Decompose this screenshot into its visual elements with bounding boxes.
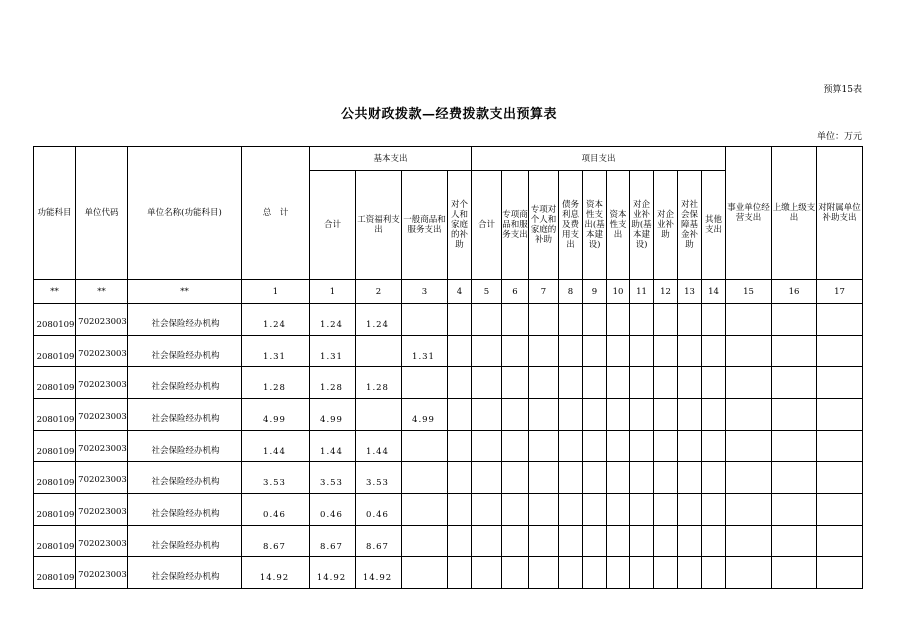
empty-cell	[654, 525, 678, 557]
empty-cell	[678, 462, 702, 494]
empty-cell	[702, 462, 726, 494]
func-code-cell: 2080109	[34, 367, 76, 399]
budget-table	[33, 146, 863, 589]
empty-cell	[607, 557, 630, 589]
empty-cell	[702, 367, 726, 399]
basic-total-cell: 1.28	[310, 367, 356, 399]
empty-cell	[817, 367, 863, 399]
header-project-goods: 专项商品和服务支出	[502, 171, 529, 280]
empty-cell	[502, 462, 529, 494]
empty-cell	[702, 525, 726, 557]
col-number: 13	[678, 280, 702, 304]
salary-cell: 8.67	[356, 525, 402, 557]
header-project-group: 项目支出	[472, 147, 726, 171]
empty-cell	[678, 304, 702, 336]
func-code-cell: 2080109	[34, 557, 76, 589]
header-upper-remit: 上缴上级支出	[772, 147, 817, 280]
empty-cell	[607, 367, 630, 399]
empty-cell	[702, 493, 726, 525]
table-row	[34, 430, 863, 462]
col-number: 11	[630, 280, 654, 304]
unit-label: 单位：万元	[816, 132, 862, 142]
column-number-row	[34, 280, 863, 304]
empty-cell	[726, 462, 772, 494]
salary-cell: 14.92	[356, 557, 402, 589]
col-number: 8	[559, 280, 583, 304]
unit-code-cell: 702023003	[76, 430, 128, 462]
empty-cell	[502, 398, 529, 430]
empty-cell	[502, 557, 529, 589]
col-number: 7	[529, 280, 559, 304]
empty-cell	[583, 304, 607, 336]
empty-cell	[472, 462, 502, 494]
empty-cell	[559, 493, 583, 525]
empty-cell	[502, 493, 529, 525]
unit-code-cell: 702023003	[76, 367, 128, 399]
header-basic-goods: 一般商品和服务支出	[402, 171, 448, 280]
empty-cell	[529, 525, 559, 557]
salary-cell: 1.28	[356, 367, 402, 399]
empty-cell	[772, 493, 817, 525]
empty-cell	[702, 430, 726, 462]
empty-cell	[472, 398, 502, 430]
empty-cell	[607, 493, 630, 525]
func-code-cell: 2080109	[34, 525, 76, 557]
empty-cell	[726, 525, 772, 557]
empty-cell	[702, 335, 726, 367]
empty-cell	[702, 557, 726, 589]
salary-cell: 0.46	[356, 493, 402, 525]
unit-code-cell: 702023003	[76, 335, 128, 367]
table-row	[34, 304, 863, 336]
table-body	[34, 304, 863, 589]
empty-cell	[772, 304, 817, 336]
empty-cell	[678, 335, 702, 367]
unit-name-cell: 社会保险经办机构	[128, 462, 242, 494]
empty-cell	[472, 557, 502, 589]
empty-cell	[448, 493, 472, 525]
empty-cell	[726, 335, 772, 367]
empty-cell	[817, 493, 863, 525]
empty-cell	[678, 430, 702, 462]
basic-total-cell: 1.31	[310, 335, 356, 367]
basic-total-cell: 0.46	[310, 493, 356, 525]
goods-cell	[402, 493, 448, 525]
col-number: 12	[654, 280, 678, 304]
empty-cell	[529, 557, 559, 589]
empty-cell	[607, 304, 630, 336]
empty-cell	[630, 430, 654, 462]
col-number: 9	[583, 280, 607, 304]
header-basic-group: 基本支出	[310, 147, 472, 171]
empty-cell	[654, 367, 678, 399]
unit-code-cell: 702023003	[76, 493, 128, 525]
empty-cell	[772, 430, 817, 462]
empty-cell	[772, 462, 817, 494]
empty-cell	[502, 367, 529, 399]
empty-cell	[607, 430, 630, 462]
col-number: 16	[772, 280, 817, 304]
empty-cell	[654, 304, 678, 336]
unit-code-cell: 702023003	[76, 525, 128, 557]
total-cell: 1.24	[242, 304, 310, 336]
basic-total-cell: 4.99	[310, 398, 356, 430]
basic-total-cell: 1.44	[310, 430, 356, 462]
header-project-social-fund: 对社会保障基金补助	[678, 171, 702, 280]
empty-cell	[607, 462, 630, 494]
empty-cell	[448, 335, 472, 367]
empty-cell	[630, 525, 654, 557]
empty-cell	[678, 525, 702, 557]
goods-cell	[402, 557, 448, 589]
empty-cell	[817, 462, 863, 494]
func-code-cell: 2080109	[34, 462, 76, 494]
empty-cell	[772, 335, 817, 367]
total-cell: 14.92	[242, 557, 310, 589]
header-unit-code: 单位代码	[76, 147, 128, 280]
unit-name-cell: 社会保险经办机构	[128, 367, 242, 399]
empty-cell	[502, 525, 529, 557]
header-unit-name: 单位名称(功能科目)	[128, 147, 242, 280]
empty-cell	[630, 304, 654, 336]
salary-cell	[356, 398, 402, 430]
header-project-personal: 专项对个人和家庭的补助	[529, 171, 559, 280]
empty-cell	[448, 557, 472, 589]
unit-code-cell: 702023003	[76, 462, 128, 494]
empty-cell	[817, 398, 863, 430]
page-title: 公共财政拨款—经费拨款支出预算表	[340, 107, 557, 122]
salary-cell: 1.24	[356, 304, 402, 336]
empty-cell	[630, 493, 654, 525]
total-cell: 1.31	[242, 335, 310, 367]
empty-cell	[559, 525, 583, 557]
empty-cell	[448, 430, 472, 462]
unit-name-cell: 社会保险经办机构	[128, 430, 242, 462]
header-project-capital-basic: 资本性支出(基本建设)	[583, 171, 607, 280]
unit-code-cell: 702023003	[76, 557, 128, 589]
empty-cell	[630, 335, 654, 367]
empty-cell	[772, 367, 817, 399]
empty-cell	[630, 398, 654, 430]
table-row	[34, 367, 863, 399]
total-cell: 3.53	[242, 462, 310, 494]
goods-cell	[402, 430, 448, 462]
table-row	[34, 493, 863, 525]
header-project-total: 合计	[472, 171, 502, 280]
unit-name-cell: 社会保险经办机构	[128, 525, 242, 557]
col-number: 15	[726, 280, 772, 304]
empty-cell	[817, 430, 863, 462]
col-number: **	[76, 280, 128, 304]
empty-cell	[472, 493, 502, 525]
empty-cell	[559, 557, 583, 589]
empty-cell	[702, 398, 726, 430]
total-cell: 8.67	[242, 525, 310, 557]
unit-name-cell: 社会保险经办机构	[128, 304, 242, 336]
goods-cell: 4.99	[402, 398, 448, 430]
empty-cell	[502, 335, 529, 367]
empty-cell	[448, 398, 472, 430]
header-ops-expense: 事业单位经营支出	[726, 147, 772, 280]
table-row	[34, 335, 863, 367]
basic-total-cell: 8.67	[310, 525, 356, 557]
empty-cell	[559, 367, 583, 399]
empty-cell	[472, 304, 502, 336]
empty-cell	[678, 398, 702, 430]
total-cell: 1.28	[242, 367, 310, 399]
empty-cell	[630, 367, 654, 399]
empty-cell	[654, 335, 678, 367]
empty-cell	[726, 398, 772, 430]
empty-cell	[559, 462, 583, 494]
table-row	[34, 557, 863, 589]
empty-cell	[772, 398, 817, 430]
empty-cell	[559, 304, 583, 336]
col-number: 3	[402, 280, 448, 304]
form-label: 预算15表	[823, 85, 862, 95]
goods-cell	[402, 304, 448, 336]
empty-cell	[772, 557, 817, 589]
empty-cell	[502, 304, 529, 336]
empty-cell	[607, 398, 630, 430]
empty-cell	[529, 335, 559, 367]
salary-cell: 1.44	[356, 430, 402, 462]
header-basic-personal: 对个人和家庭的补助	[448, 171, 472, 280]
empty-cell	[678, 557, 702, 589]
empty-cell	[529, 398, 559, 430]
unit-name-cell: 社会保险经办机构	[128, 557, 242, 589]
col-number: 14	[702, 280, 726, 304]
empty-cell	[817, 525, 863, 557]
empty-cell	[529, 493, 559, 525]
unit-name-cell: 社会保险经办机构	[128, 398, 242, 430]
empty-cell	[702, 304, 726, 336]
empty-cell	[817, 304, 863, 336]
empty-cell	[472, 430, 502, 462]
func-code-cell: 2080109	[34, 398, 76, 430]
empty-cell	[654, 462, 678, 494]
unit-name-cell: 社会保险经办机构	[128, 493, 242, 525]
goods-cell	[402, 525, 448, 557]
empty-cell	[817, 557, 863, 589]
empty-cell	[559, 430, 583, 462]
header-total: 总 计	[242, 147, 310, 280]
empty-cell	[472, 335, 502, 367]
empty-cell	[529, 367, 559, 399]
empty-cell	[630, 462, 654, 494]
unit-code-cell: 702023003	[76, 304, 128, 336]
func-code-cell: 2080109	[34, 430, 76, 462]
basic-total-cell: 14.92	[310, 557, 356, 589]
empty-cell	[772, 525, 817, 557]
empty-cell	[529, 462, 559, 494]
empty-cell	[583, 398, 607, 430]
empty-cell	[726, 304, 772, 336]
empty-cell	[529, 304, 559, 336]
col-number: 10	[607, 280, 630, 304]
col-number: 2	[356, 280, 402, 304]
col-number: **	[128, 280, 242, 304]
empty-cell	[448, 462, 472, 494]
header-project-enterprise-basic: 对企业补助(基本建设)	[630, 171, 654, 280]
empty-cell	[448, 367, 472, 399]
empty-cell	[678, 367, 702, 399]
col-number: 6	[502, 280, 529, 304]
empty-cell	[583, 525, 607, 557]
header-basic-total: 合计	[310, 171, 356, 280]
empty-cell	[472, 525, 502, 557]
empty-cell	[654, 557, 678, 589]
func-code-cell: 2080109	[34, 493, 76, 525]
empty-cell	[559, 335, 583, 367]
empty-cell	[583, 335, 607, 367]
empty-cell	[726, 430, 772, 462]
empty-cell	[654, 430, 678, 462]
empty-cell	[726, 367, 772, 399]
empty-cell	[607, 525, 630, 557]
col-number: 1	[242, 280, 310, 304]
header-subsidy-affiliated: 对附属单位补助支出	[817, 147, 863, 280]
basic-total-cell: 1.24	[310, 304, 356, 336]
col-number: 1	[310, 280, 356, 304]
goods-cell	[402, 462, 448, 494]
empty-cell	[583, 557, 607, 589]
table-row	[34, 525, 863, 557]
empty-cell	[502, 430, 529, 462]
empty-cell	[630, 557, 654, 589]
header-func-subject: 功能科目	[34, 147, 76, 280]
unit-code-cell: 702023003	[76, 398, 128, 430]
table-row	[34, 398, 863, 430]
header-project-other: 其他支出	[702, 171, 726, 280]
col-number: 17	[817, 280, 863, 304]
col-number: 5	[472, 280, 502, 304]
empty-cell	[583, 493, 607, 525]
empty-cell	[529, 430, 559, 462]
total-cell: 1.44	[242, 430, 310, 462]
col-number: **	[34, 280, 76, 304]
func-code-cell: 2080109	[34, 304, 76, 336]
header-project-capital: 资本性支出	[607, 171, 630, 280]
header-project-enterprise: 对企业补助	[654, 171, 678, 280]
empty-cell	[654, 398, 678, 430]
table-row	[34, 462, 863, 494]
header-basic-salary: 工资福利支出	[356, 171, 402, 280]
empty-cell	[817, 335, 863, 367]
empty-cell	[583, 430, 607, 462]
header-project-debt: 债务利息及费用支出	[559, 171, 583, 280]
empty-cell	[472, 367, 502, 399]
empty-cell	[726, 557, 772, 589]
empty-cell	[583, 462, 607, 494]
func-code-cell: 2080109	[34, 335, 76, 367]
basic-total-cell: 3.53	[310, 462, 356, 494]
goods-cell	[402, 367, 448, 399]
empty-cell	[654, 493, 678, 525]
empty-cell	[448, 525, 472, 557]
goods-cell: 1.31	[402, 335, 448, 367]
unit-name-cell: 社会保险经办机构	[128, 335, 242, 367]
empty-cell	[726, 493, 772, 525]
col-number: 4	[448, 280, 472, 304]
salary-cell	[356, 335, 402, 367]
total-cell: 0.46	[242, 493, 310, 525]
empty-cell	[607, 335, 630, 367]
empty-cell	[448, 304, 472, 336]
salary-cell: 3.53	[356, 462, 402, 494]
total-cell: 4.99	[242, 398, 310, 430]
empty-cell	[678, 493, 702, 525]
empty-cell	[583, 367, 607, 399]
empty-cell	[559, 398, 583, 430]
